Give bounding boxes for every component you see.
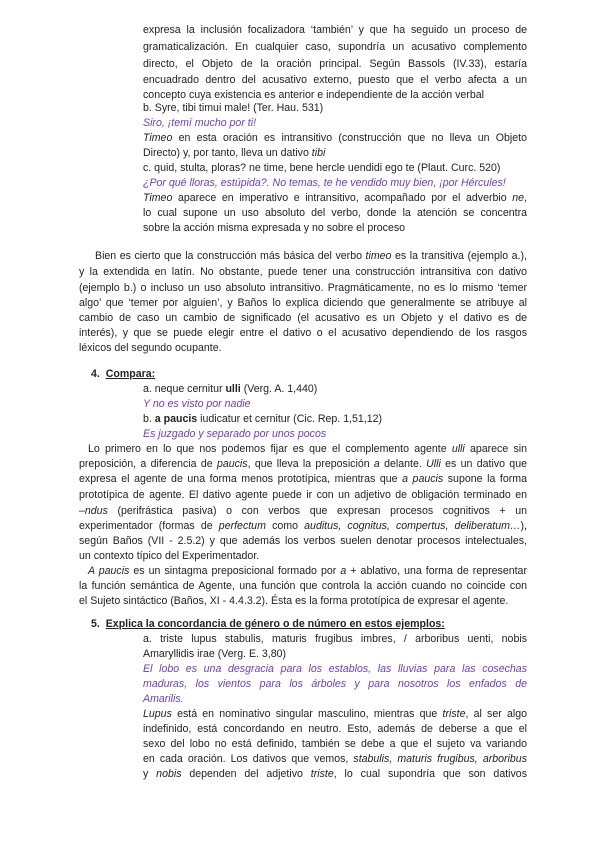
paragraph-line: experimentador (formas de perfectum como auditus, cognitus, compertus, deliberatum…), bbox=[79, 520, 527, 532]
latin-example: b. a paucis iudicatur et cernitur (Cic. Rep. 1,51,12) bbox=[143, 413, 383, 425]
paragraph-line: léxicos del segundo ocupante. bbox=[79, 342, 222, 354]
text-line: lo cual supone un uso absoluto del verbo, donde la atención se concentra bbox=[143, 207, 527, 219]
paragraph-line: (ejemplo b.) o incluso un uso absoluto intransitivo. Pragmáticamente, no es lo mismo ‘temer bbox=[79, 282, 527, 294]
latin-example: a. triste lupus stabulis, maturis frugibus imbres, / arboribus uenti, nobis bbox=[143, 633, 527, 645]
translation: Es juzgado y separado por unos pocos bbox=[143, 428, 327, 440]
text-line: Timeo en esta oración es intransitivo (construcción que no lleva un Objeto bbox=[143, 132, 527, 144]
text-line: directo, el Objeto de la oración principal. Según Bassols (IV.33), estaría bbox=[143, 58, 527, 70]
paragraph-line: algo’ que ‘temer por alguien’, y Baños lo explica diciendo que generalmente se atribuye al bbox=[79, 297, 527, 309]
translation: Y no es visto por nadie bbox=[143, 398, 251, 410]
latin-example: a. neque cernitur ulli (Verg. A. 1,440) bbox=[143, 383, 318, 395]
paragraph-line: A paucis es un sintagma preposicional formado por a + ablativo, una forma de representar bbox=[88, 565, 527, 577]
translation: El lobo es una desgracia para los establos, las lluvias para las cosechas bbox=[143, 663, 527, 675]
text-line: y nobis dependen del adjetivo triste, lo cual supondría que son dativos bbox=[143, 768, 527, 780]
paragraph-line: cambio de caso un cambio de significado (el acusativo es un Objeto y el dativo es de bbox=[79, 312, 527, 324]
section-heading: 4. Compara: bbox=[91, 368, 156, 380]
text-line: en cada oración. Los dativos que vemos, stabulis, maturis frugibus, arboribus bbox=[143, 753, 527, 765]
paragraph-line: Lo primero en lo que nos podemos fijar es que el complemento agente ulli aparece sin bbox=[88, 443, 527, 455]
paragraph-line: –ndus (perifrástica pasiva) o con verbos que expresan procesos cognitivos + un bbox=[79, 505, 527, 517]
translation: Amarilis. bbox=[143, 693, 184, 705]
paragraph-line: y la extendida en latín. No obstante, puede tener una construcción intransitiva con dativo bbox=[79, 266, 527, 278]
paragraph-line: expresa el agente de una forma menos prototípica, mientras que a paucis supone la forma bbox=[79, 473, 527, 485]
text-line: indefinido, está concordando en neutro. Esto, además de deberse a que el bbox=[143, 723, 527, 735]
translation: ¿Por qué lloras, estúpida?. No temas, te he vendido muy bien, ¡por Hércules! bbox=[143, 177, 506, 189]
text-line: Lupus está en nominativo singular masculino, mientras que triste, al ser algo bbox=[143, 708, 528, 720]
paragraph-line: según Baños (VII - 2.5.2) y que además los verbos suelen denotar procesos intelectuales, bbox=[79, 535, 527, 547]
latin-example: b. Syre, tibi timui male! (Ter. Hau. 531) bbox=[143, 102, 324, 114]
paragraph-line: preposición, a diferencia de paucis, que lleva la preposición a delante. Ulli es un dativo que bbox=[79, 458, 527, 470]
section-heading: 5. Explica la concordancia de género o de número en estos ejemplos: bbox=[91, 618, 445, 630]
text-line: Timeo aparece en imperativo e intransitivo, acompañado por el adverbio ne, bbox=[143, 192, 527, 204]
paragraph-line: el Sujeto sintáctico (Baños, XI - 4.4.3.2). Ésta es la forma prototípica de expresar el agente. bbox=[79, 595, 509, 607]
translation: maduras, los vientos para los árboles y para nosotros los enfados de bbox=[143, 678, 527, 690]
paragraph-line: interés), y que se puede elegir entre el dativo o el acusativo dependiendo de los rasgos bbox=[79, 327, 527, 339]
text-line: sobre la acción misma expresada y no sobre el proceso bbox=[143, 222, 406, 234]
text-line: gramaticalización. En cualquier caso, supondría un acusativo complemento bbox=[143, 41, 527, 53]
text-line: expresa la inclusión focalizadora ‘también’ y que ha seguido un proceso de bbox=[143, 24, 527, 36]
paragraph-line: un contexto típico del Experimentador. bbox=[79, 550, 260, 562]
text-line: concepto cuya existencia es anterior e independiente de la acción verbal bbox=[143, 89, 484, 101]
paragraph-line: Bien es cierto que la construcción más básica del verbo timeo es la transitiva (ejemplo a.), bbox=[95, 250, 527, 262]
text-line: sexo del lobo no está definido, también se debe a que el sujeto va variando bbox=[143, 738, 527, 750]
paragraph-line: la función semántica de Agente, una función que controla la acción cuando no coincide con bbox=[79, 580, 527, 592]
paragraph-line: prototípica de agente. El dativo agente puede ir con un adjetivo de obligación terminado en bbox=[79, 489, 527, 501]
translation: Siro, ¡temí mucho por ti! bbox=[143, 117, 257, 129]
latin-example: Amaryllidis irae (Verg. E. 3,80) bbox=[143, 648, 287, 660]
text-line: Directo) y, por tanto, lleva un dativo tibi bbox=[143, 147, 326, 159]
text-line: encuadrado dentro del acusativo externo, puesto que el verbo afecta a un bbox=[143, 74, 527, 86]
latin-example: c. quid, stulta, ploras? ne time, bene hercle uendidi ego te (Plaut. Curc. 520) bbox=[143, 162, 501, 174]
